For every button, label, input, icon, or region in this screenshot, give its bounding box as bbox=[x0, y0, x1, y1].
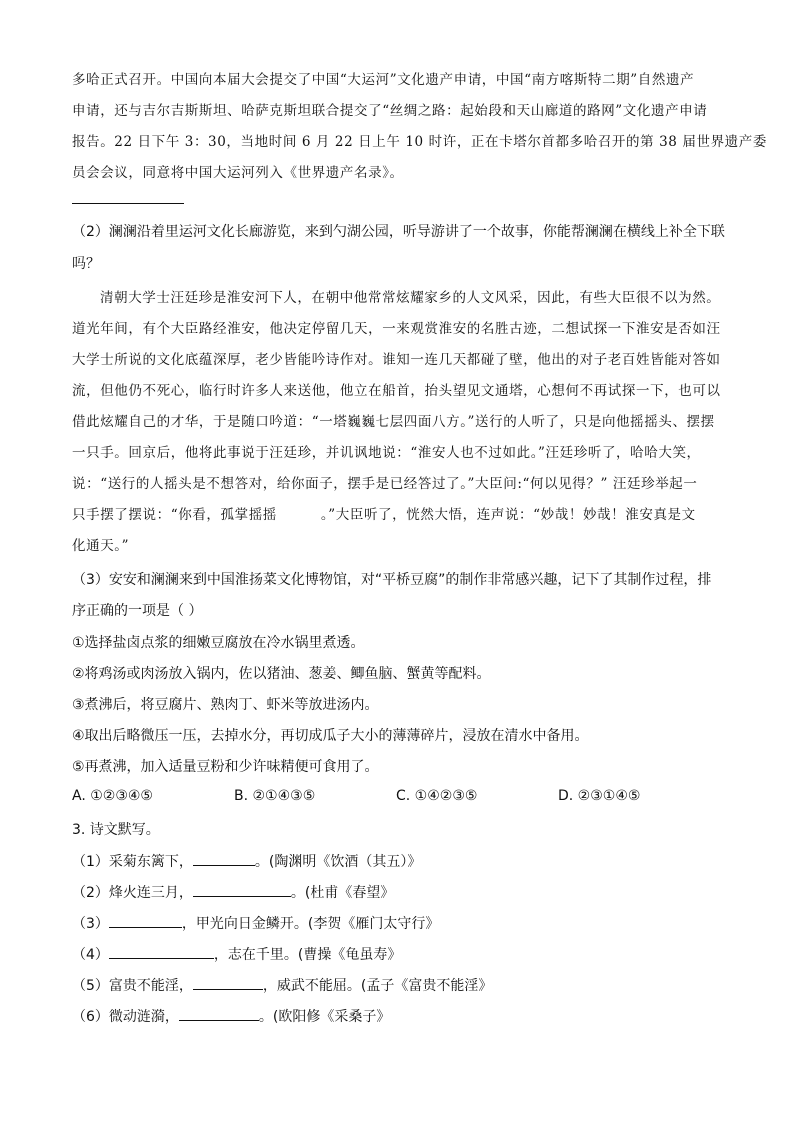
recite-item bbox=[72, 974, 492, 995]
step-item: ⑤再煮沸，加入适量豆粉和少许味精便可食用了。 bbox=[72, 759, 379, 775]
recite-blank[interactable] bbox=[193, 850, 255, 866]
passage-line: 报告。22 日下午 3：30，当地时间 6 月 22 日上午 10 时许，正在卡塔尔首都多哈召开的第 38 届世界遗产委 bbox=[72, 134, 767, 150]
recite-post: ，威武不能屈。(孟子《富贵不能淫》 bbox=[262, 978, 493, 994]
recite-blank[interactable] bbox=[193, 881, 291, 897]
step-item: ③煮沸后，将豆腐片、熟肉丁、虾米等放进汤内。 bbox=[72, 697, 379, 713]
recite-blank[interactable] bbox=[179, 1005, 259, 1021]
q3-title: （3）安安和澜澜来到中国淮扬菜文化博物馆，对“平桥豆腐”的制作非常感兴趣，记下了其制作过程，排 bbox=[72, 572, 712, 588]
recite-post: ，志在千里。(曹操《龟虽寿》 bbox=[213, 947, 402, 963]
option-b[interactable]: B. ②①④③⑤ bbox=[234, 788, 316, 804]
step-item: ②将鸡汤或肉汤放入锅内，佐以猪油、葱姜、鲫鱼脑、蟹黄等配料。 bbox=[72, 666, 491, 682]
story-line: 化通天。” bbox=[72, 538, 130, 554]
story-line-with-blank bbox=[72, 503, 696, 523]
recite-post: 。(陶渊明《饮酒（其五）》 bbox=[254, 854, 422, 870]
recite-item bbox=[72, 912, 439, 933]
story-line: 流，但他仍不死心，临行时许多人来送他，他立在船首，抬头望见文通塔，心想何不再试探一下，也可以 bbox=[72, 383, 721, 399]
step-item: ①选择盐卤点浆的细嫩豆腐放在冷水锅里煮透。 bbox=[72, 635, 365, 651]
recite-pre: （2）烽火连三月， bbox=[72, 885, 193, 901]
recite-pre: （6）微动涟漪， bbox=[72, 1009, 179, 1025]
recite-pre: （3） bbox=[72, 916, 109, 932]
step-item: ④取出后略微压一压，去掉水分，再切成瓜子大小的薄薄碎片，浸放在清水中备用。 bbox=[72, 728, 589, 744]
recite-blank[interactable] bbox=[193, 974, 263, 990]
recite-pre: （1）采菊东篱下， bbox=[72, 854, 193, 870]
option-d[interactable]: D. ②③①④⑤ bbox=[558, 788, 641, 804]
q3-title-cont: 序正确的一项是（ ） bbox=[72, 603, 203, 619]
recite-item bbox=[72, 1005, 390, 1026]
q2-title-cont: 吗？ bbox=[72, 256, 100, 272]
passage-line: 多哈正式召开。中国向本届大会提交了中国“大运河”文化遗产申请，中国“南方喀斯特二期”自然遗产 bbox=[72, 72, 695, 88]
recite-blank[interactable] bbox=[109, 943, 214, 959]
story-line: 道光年间，有个大臣路经淮安，他决定停留几天，一来观赏淮安的名胜古迹，二想试探一下淮安是否如汪 bbox=[72, 321, 721, 337]
story-text: 。”大臣听了，恍然大悟，连声说：“妙哉！妙哉！淮安真是文 bbox=[320, 507, 696, 523]
recite-post: 。(欧阳修《采桑子》 bbox=[258, 1009, 391, 1025]
recite-post: 。(杜甫《春望》 bbox=[290, 885, 395, 901]
story-line: 大学士所说的文化底蕴深厚，老少皆能吟诗作对。谁知一连几天都碰了壁，他出的对子老百姓皆能对答如 bbox=[72, 352, 721, 368]
recite-pre: （5）富贵不能淫， bbox=[72, 978, 193, 994]
option-a[interactable]: A. ①②③④⑤ bbox=[72, 788, 153, 804]
story-line: 说：“送行的人摇头是不想答对，给你面子，摆手是已经答过了。”大臣问:“何以见得？” 汪廷珍举起一 bbox=[72, 476, 698, 492]
recite-item bbox=[72, 881, 394, 902]
recite-item bbox=[72, 943, 401, 964]
q2-title: （2）澜澜沿着里运河文化长廊游览，来到勺湖公园，听导游讲了一个故事，你能帮澜澜在横线上补全下联 bbox=[72, 224, 725, 240]
option-c[interactable]: C. ①④②③⑤ bbox=[396, 788, 478, 804]
recite-blank[interactable] bbox=[109, 912, 182, 928]
q4-title: 3. 诗文默写。 bbox=[72, 822, 160, 838]
recite-post: ，甲光向日金鳞开。(李贺《雁门太守行》 bbox=[181, 916, 440, 932]
passage-line: 申请，还与吉尔吉斯斯坦、哈萨克斯坦联合提交了“丝绸之路：起始段和天山廊道的路网”文化遗产申请 bbox=[72, 103, 708, 119]
story-line: 一只手。回京后，他将此事说于汪廷珍，并讥讽地说：“淮安人也不过如此。”汪廷珍听了，哈哈大笑， bbox=[72, 445, 701, 461]
story-line: 借此炫耀自己的才华，于是随口吟道：“一塔巍巍七层四面八方。”送行的人听了，只是向他摇摇头、摆摆 bbox=[72, 414, 715, 430]
story-line: 清朝大学士汪廷珍是淮安河下人，在朝中他常常炫耀家乡的人文风采，因此，有些大臣很不以为然。 bbox=[100, 290, 721, 306]
story-text: 只手摆了摆说：“你看，孤掌摇摇 bbox=[72, 507, 277, 523]
recite-pre: （4） bbox=[72, 947, 109, 963]
passage-line: 员会会议，同意将中国大运河列入《世界遗产名录》。 bbox=[72, 165, 404, 181]
answer-divider bbox=[72, 203, 184, 204]
recite-item bbox=[72, 850, 421, 871]
